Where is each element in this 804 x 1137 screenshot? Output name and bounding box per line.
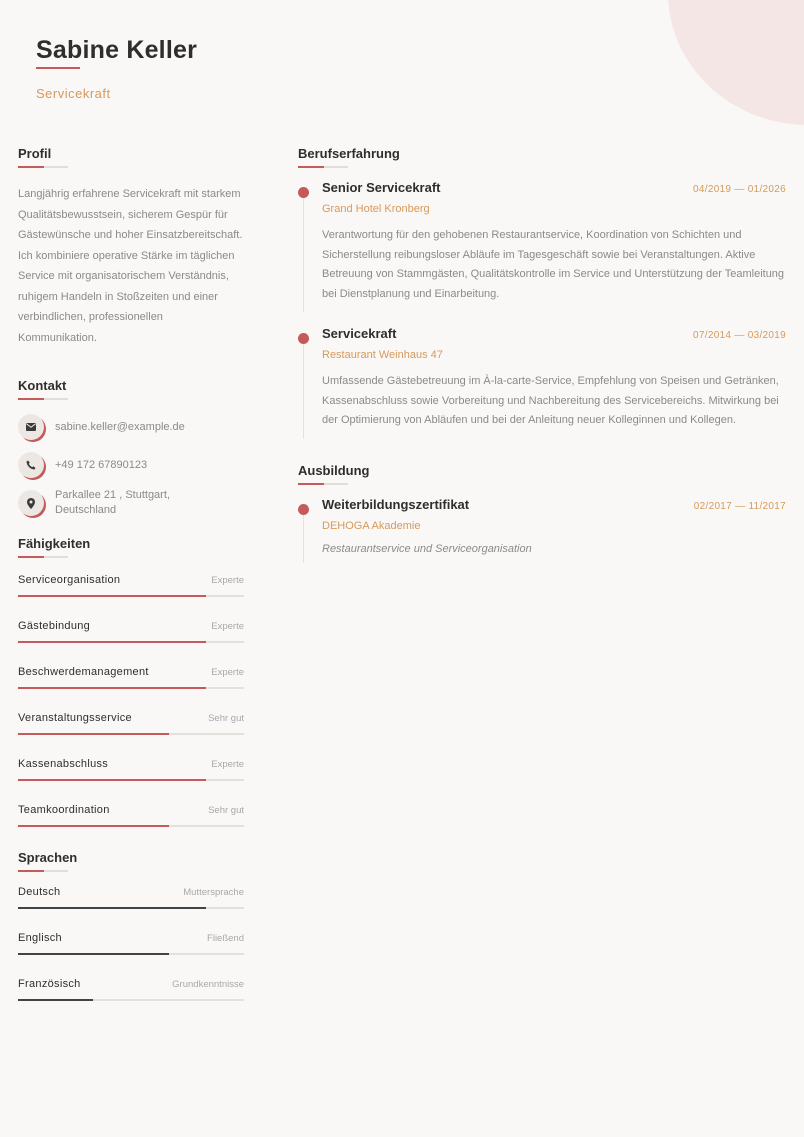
level-bar-fill xyxy=(18,779,206,781)
timeline-dot xyxy=(298,333,309,344)
skill-item xyxy=(18,666,244,689)
level-bar xyxy=(18,641,244,643)
language-item xyxy=(18,932,244,955)
level-bar-fill xyxy=(18,825,169,827)
language-name: Englisch xyxy=(18,932,62,944)
skill-level: Experte xyxy=(211,667,244,678)
left-column xyxy=(18,146,244,1024)
skill-name: Serviceorganisation xyxy=(18,574,121,586)
skill-name: Veranstaltungsservice xyxy=(18,712,132,724)
experience-section xyxy=(298,146,786,431)
profile-text: Langjährig erfahrene Servicekraft mit starkem Qualitätsbewusstsein, sicherem Gespür für Gästewünsche und hoher Einsatzbereitschaft. Ich kombiniere operative Stärke im täglichen Service mit organisatorischem Verständnis, ruhigem Handeln in Stoßzeiten und einer verbindlichen, professionellen Kommunikation. xyxy=(18,188,243,344)
mail-icon xyxy=(18,414,44,440)
contact-item-phone[interactable] xyxy=(18,452,244,478)
skills-section xyxy=(18,536,244,827)
location-pin-icon xyxy=(18,490,44,516)
education-list xyxy=(298,497,786,555)
job-company: Restaurant Weinhaus 47 xyxy=(322,349,443,361)
skill-list xyxy=(18,574,244,827)
timeline-dot xyxy=(298,504,309,515)
education-item xyxy=(298,497,786,555)
decorative-corner-circle xyxy=(668,0,804,125)
language-level: Grundkenntnisse xyxy=(172,979,244,990)
language-list xyxy=(18,886,244,1001)
section-underline xyxy=(18,556,68,558)
skill-item xyxy=(18,804,244,827)
contact-section xyxy=(18,378,244,516)
education-note: Restaurantservice und Serviceorganisation xyxy=(322,542,532,555)
contact-item-email[interactable] xyxy=(18,414,244,440)
section-underline xyxy=(18,870,68,872)
section-underline xyxy=(298,483,348,485)
level-bar xyxy=(18,825,244,827)
skill-name: Beschwerdemanagement xyxy=(18,666,149,678)
job-dates: 04/2019 — 01/2026 xyxy=(693,184,786,195)
experience-list xyxy=(298,180,786,431)
profile-section xyxy=(18,146,244,348)
contact-phone-text: +49 172 67890123 xyxy=(55,458,148,471)
experience-item xyxy=(298,180,786,304)
education-dates: 02/2017 — 11/2017 xyxy=(693,500,786,512)
section-title-education: Ausbildung xyxy=(298,462,370,478)
contact-email-text: sabine.keller@example.de xyxy=(55,420,185,433)
language-name: Französisch xyxy=(18,978,81,990)
education-section xyxy=(298,463,786,555)
section-title-skills: Fähigkeiten xyxy=(18,536,91,551)
language-item xyxy=(18,886,244,909)
skill-name: Gästebindung xyxy=(18,620,91,632)
person-role: Servicekraft xyxy=(36,86,111,101)
resume-header xyxy=(36,36,197,101)
job-dates: 07/2014 — 03/2019 xyxy=(693,330,786,341)
level-bar xyxy=(18,595,244,597)
level-bar xyxy=(18,733,244,735)
skill-item xyxy=(18,574,244,597)
phone-icon xyxy=(18,452,44,478)
language-level: Muttersprache xyxy=(183,887,244,898)
skill-name: Kassenabschluss xyxy=(18,758,109,770)
timeline-dot xyxy=(298,187,309,198)
language-name: Deutsch xyxy=(18,886,61,898)
level-bar-fill xyxy=(18,953,169,955)
level-bar-fill xyxy=(18,687,206,689)
level-bar xyxy=(18,907,244,909)
skill-name: Teamkoordination xyxy=(18,804,110,816)
level-bar-fill xyxy=(18,907,206,909)
contact-address-text: Parkallee 21 , Stuttgart, Deutschland xyxy=(55,489,170,516)
right-column xyxy=(298,146,786,555)
section-underline xyxy=(18,166,68,168)
education-title: Weiterbildungszertifikat xyxy=(322,496,470,512)
languages-section xyxy=(18,850,244,1001)
education-institution: DEHOGA Akademie xyxy=(322,519,421,532)
language-level: Fließend xyxy=(207,933,244,944)
level-bar xyxy=(18,779,244,781)
level-bar-fill xyxy=(18,641,206,643)
level-bar xyxy=(18,687,244,689)
skill-item xyxy=(18,712,244,735)
level-bar-fill xyxy=(18,733,169,735)
level-bar-fill xyxy=(18,595,206,597)
section-underline xyxy=(18,398,68,400)
job-description: Verantwortung für den gehobenen Restaurantservice, Koordination von Schichten und Sicherstellung reibungsloser Abläufe im Tagesgeschäft sowie bei Veranstaltungen. Aktive Betreuung von Stammgästen, Qualitätskontrolle im Service und Unterstützung der Teamleitung bei Dienstplanung und Einarbeitung. xyxy=(322,229,785,300)
skill-level: Sehr gut xyxy=(208,713,244,724)
name-underline xyxy=(36,67,80,69)
job-company: Grand Hotel Kronberg xyxy=(322,203,430,215)
contact-item-address xyxy=(18,490,244,516)
level-bar xyxy=(18,999,244,1001)
section-title-contact: Kontakt xyxy=(18,378,67,393)
skill-item xyxy=(18,620,244,643)
skill-level: Experte xyxy=(211,621,244,632)
skill-level: Experte xyxy=(211,575,244,586)
section-underline xyxy=(298,166,348,168)
level-bar-fill xyxy=(18,999,93,1001)
section-title-profile: Profil xyxy=(18,146,52,161)
skill-item xyxy=(18,758,244,781)
language-item xyxy=(18,978,244,1001)
person-name: Sabine Keller xyxy=(36,36,197,64)
job-description: Umfassende Gästebetreuung im À-la-carte-Service, Empfehlung von Speisen und Getränken, Kassenabschluss sowie Vorbereitung und Nachbereitung des Servicebereichs. Mitwirkung bei der Optimierung von Abläufen und bei der Anleitung neuer Kolleginnen und Kollegen. xyxy=(322,375,779,426)
section-title-experience: Berufserfahrung xyxy=(298,146,400,161)
job-title: Servicekraft xyxy=(322,326,397,341)
skill-level: Sehr gut xyxy=(208,805,244,816)
level-bar xyxy=(18,953,244,955)
contact-list xyxy=(18,414,244,516)
job-title: Senior Servicekraft xyxy=(322,180,441,195)
section-title-languages: Sprachen xyxy=(18,850,78,865)
experience-item xyxy=(298,326,786,431)
skill-level: Experte xyxy=(211,759,244,770)
